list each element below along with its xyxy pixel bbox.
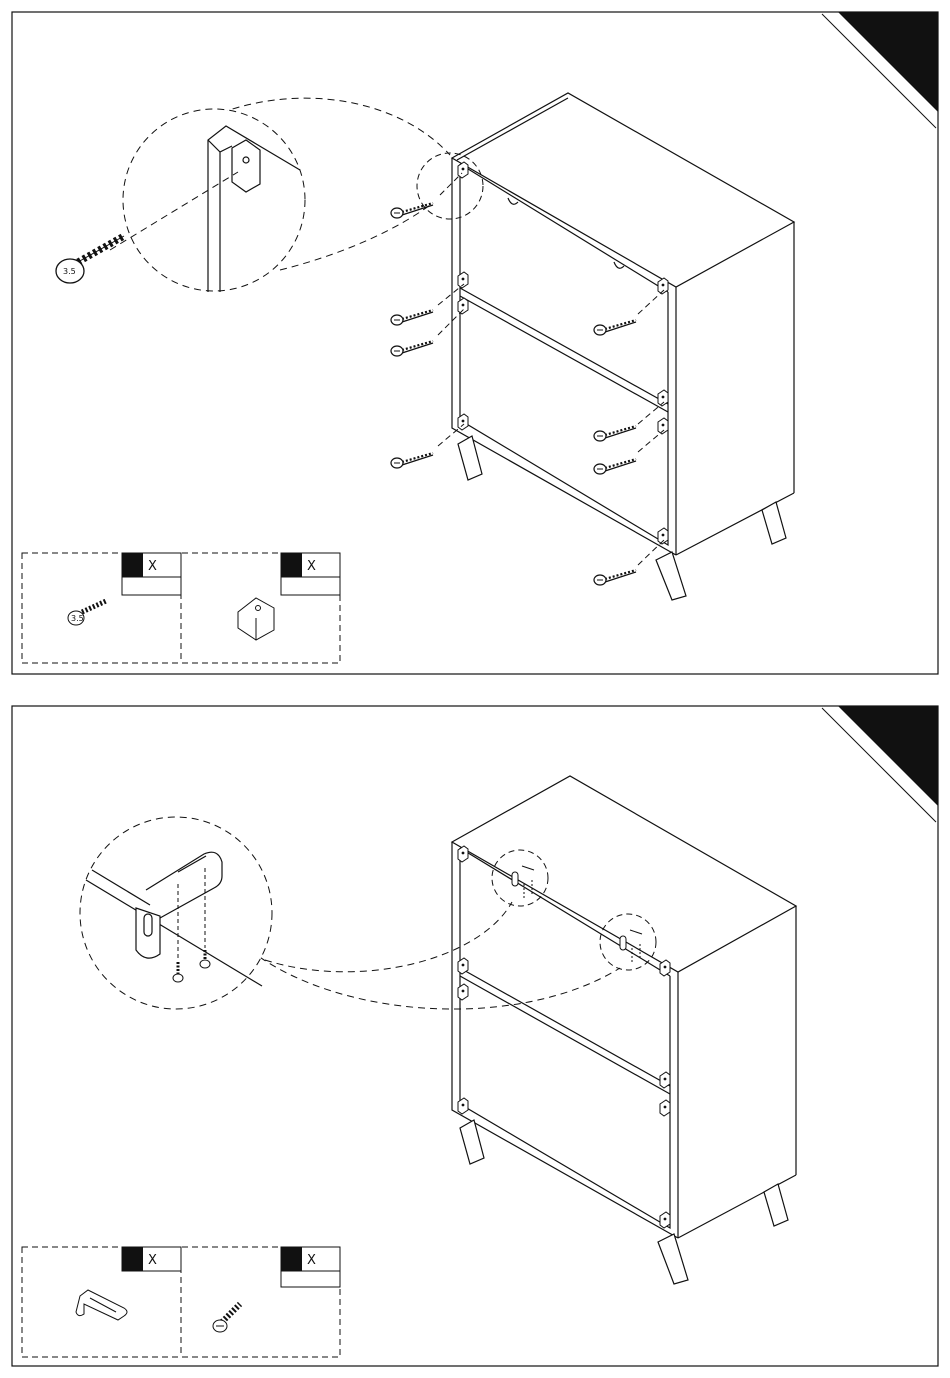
zoom-screw-label: 3.5 [63, 267, 76, 276]
parts-legend-1 [22, 553, 340, 663]
step-2-panel [12, 706, 938, 1366]
parts-legend-2 [22, 1247, 340, 1357]
qty-mark: X [307, 1253, 316, 1268]
qty-mark: X [148, 559, 157, 574]
qty-mark: X [307, 559, 316, 574]
step-1-panel [12, 12, 938, 674]
part-screw-label: 3.5 [71, 614, 84, 623]
qty-mark: X [148, 1253, 157, 1268]
